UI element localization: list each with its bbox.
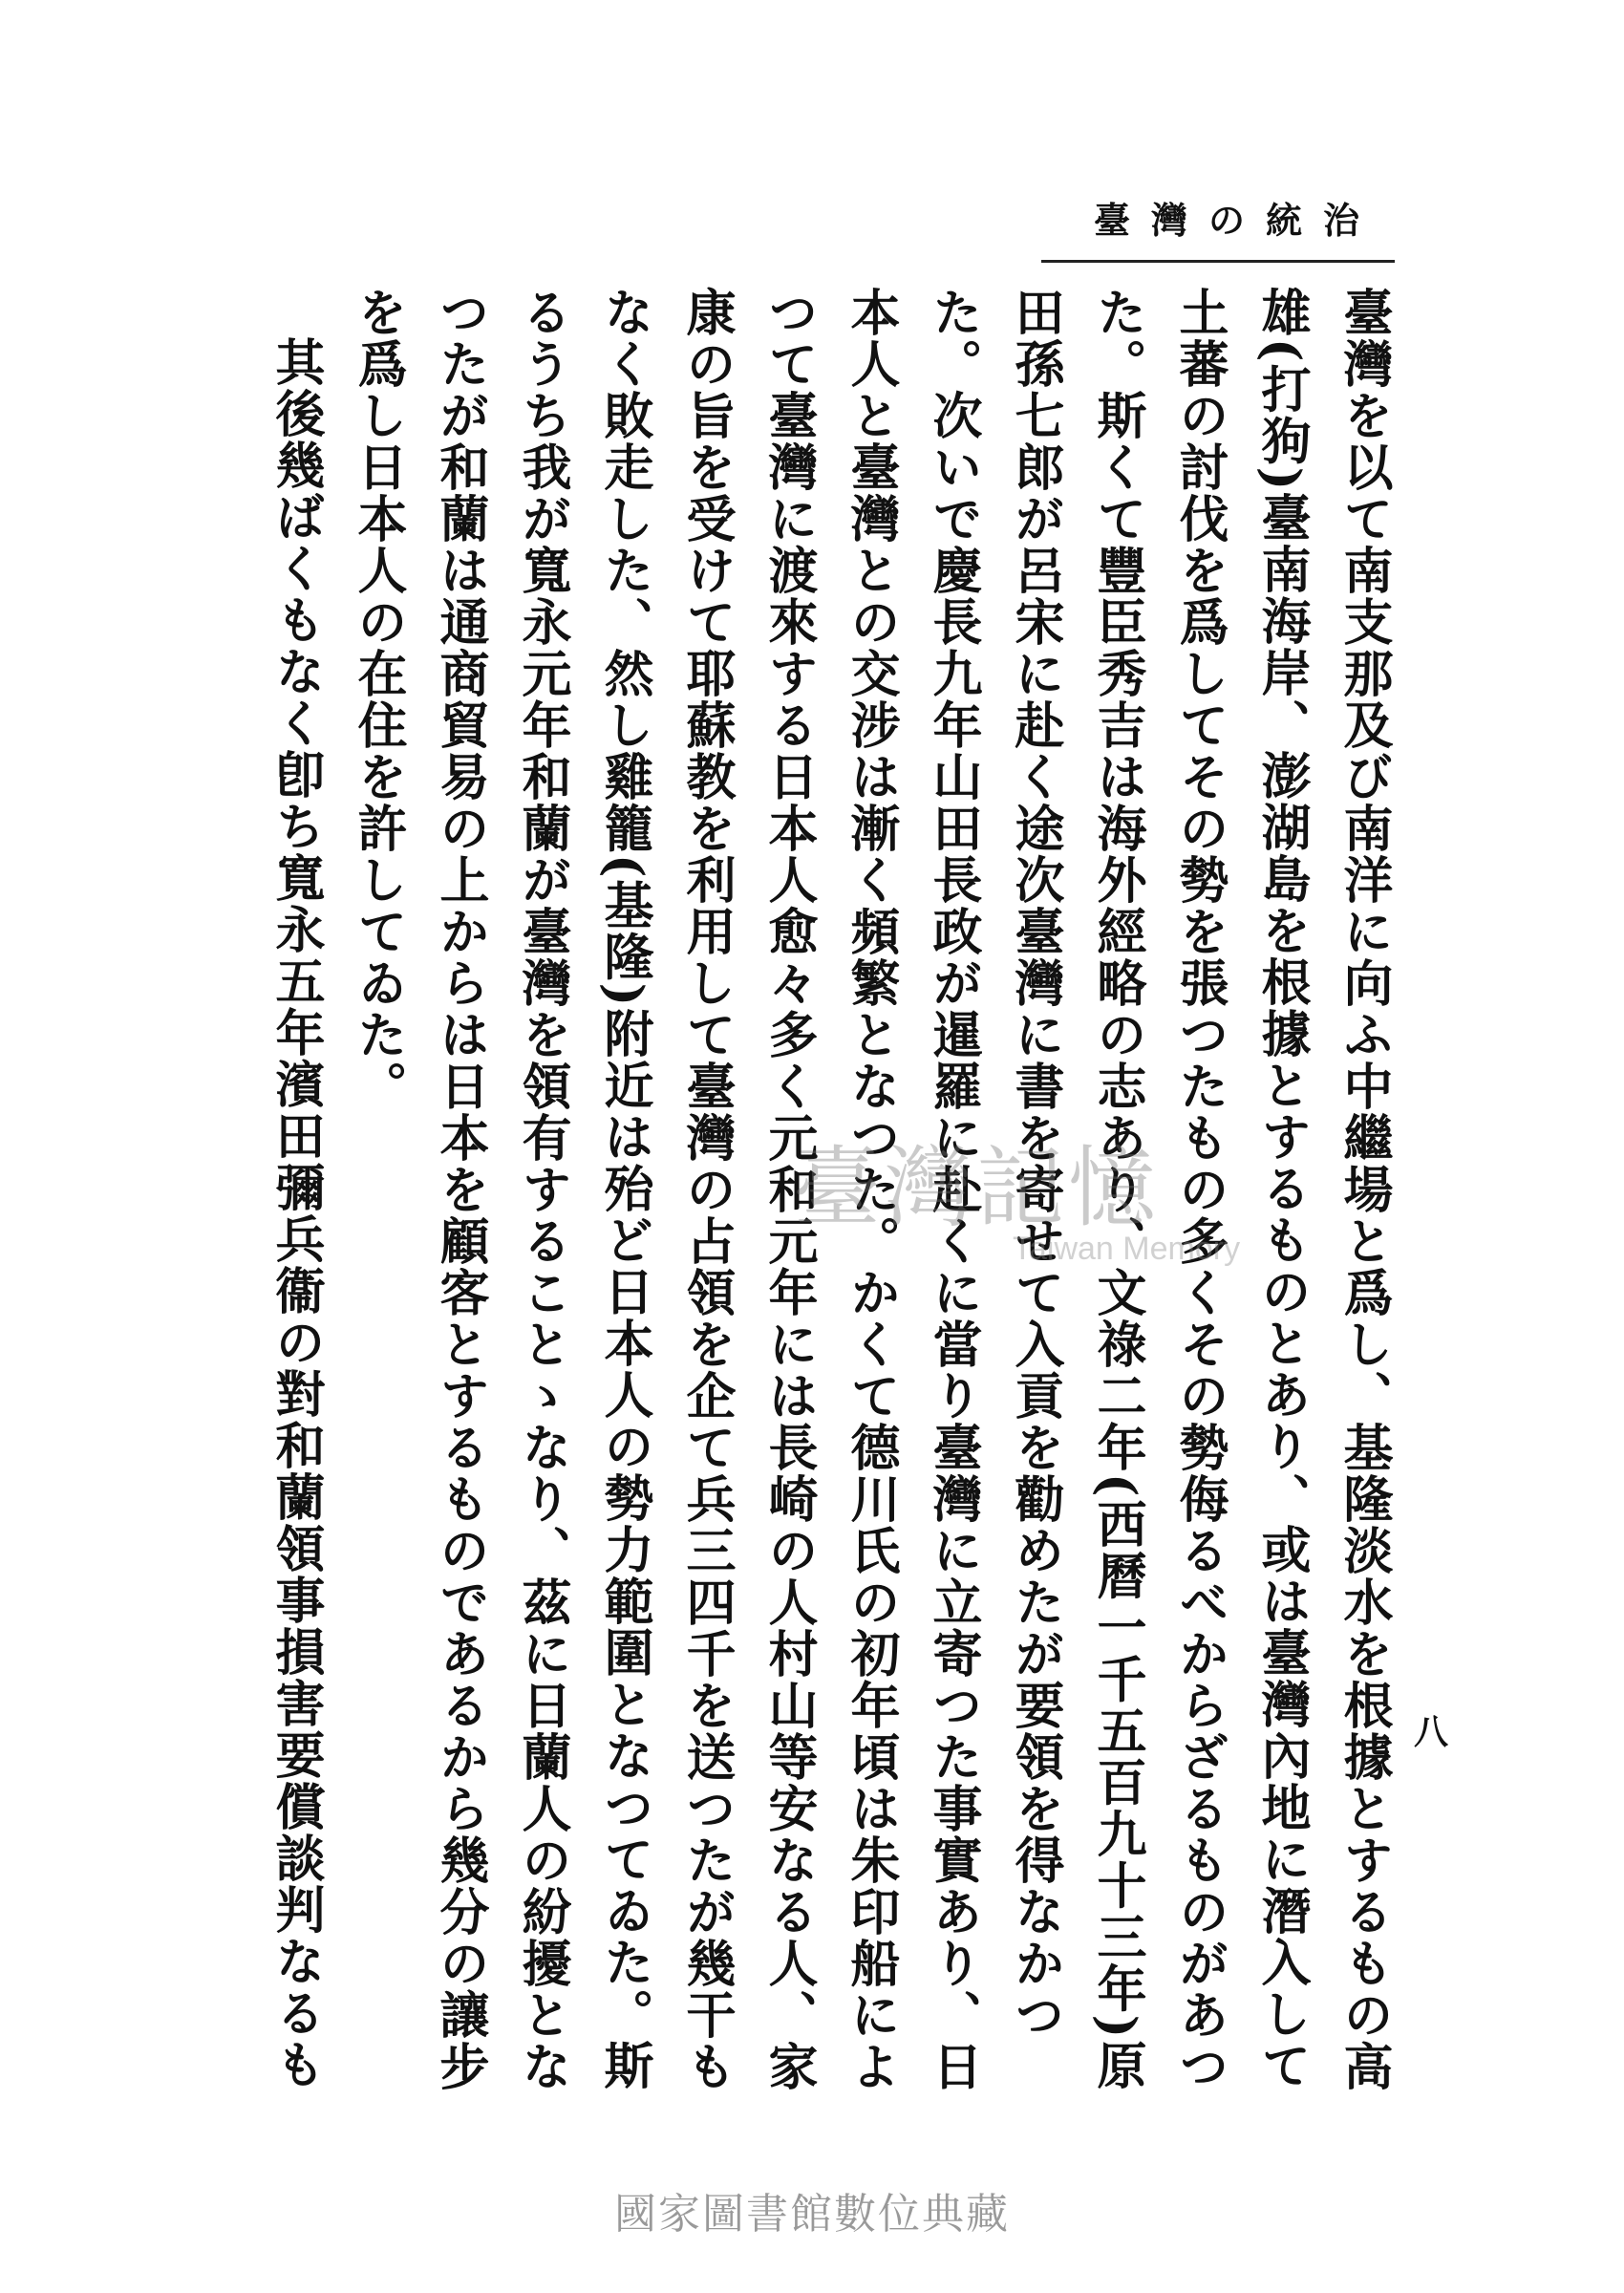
paragraph-2: 其後幾ばくもなく卽ち寬永五年濱田彌兵衞の對和蘭領事損害要償談判なるも: [267, 336, 325, 2090]
watermark-sub-text: Taiwan Memory: [1013, 1231, 1241, 1267]
paragraph-1: 臺灣を以て南支那及び南洋に向ふ中繼場と爲し、基隆淡水を根據とするもの高雄(打狗)臺南海岸、澎湖島を根據とするものとあり、或は臺灣內地に潛入して土蕃の討伐を爲してその勢を張つたもの多くその勢侮るべからざるものがあつた。斯くて豐臣秀吉は海外經略の志あり、文祿二年(西曆一千五百九十三年)原田孫七郎が呂宋に赴く途次臺灣に書を寄せて入貢を勸めたが要領を得なかつた。次いで慶長九年山田長政が暹羅に赴くに當り臺灣に立寄つた事實あり、日本人と臺灣との交涉は漸く頻繁となつた。かくて德川氏の初年頃は朱印船によつて臺灣に渡來する日本人愈々多く元和元年には長崎の人村山等安なる人、家康の旨を受けて耶蘇教を利用して臺灣の占領を企て兵三四千を送つたが幾干もなく敗走した、然し雞籠(基隆)附近は殆ど日本人の勢力範圍となつてゐた。斯るうち我が寬永元年和蘭が臺灣を領有することゝなり、茲に日蘭人の紛擾となつたが和蘭は通商貿易の上からは日本を顧客とするものであるから幾分の讓步を爲し日本人の在住を許してゐた。: [349, 287, 1393, 2092]
body-text: [229, 287, 1404, 2102]
running-header: 臺灣の統治: [1093, 199, 1380, 242]
library-credit: 國家圖書館數位典藏: [614, 2190, 1010, 2239]
watermark-main-text: 臺灣記憶: [793, 1137, 1161, 1239]
header-rule: [1041, 260, 1395, 263]
page-number: 八: [1414, 1712, 1449, 1752]
